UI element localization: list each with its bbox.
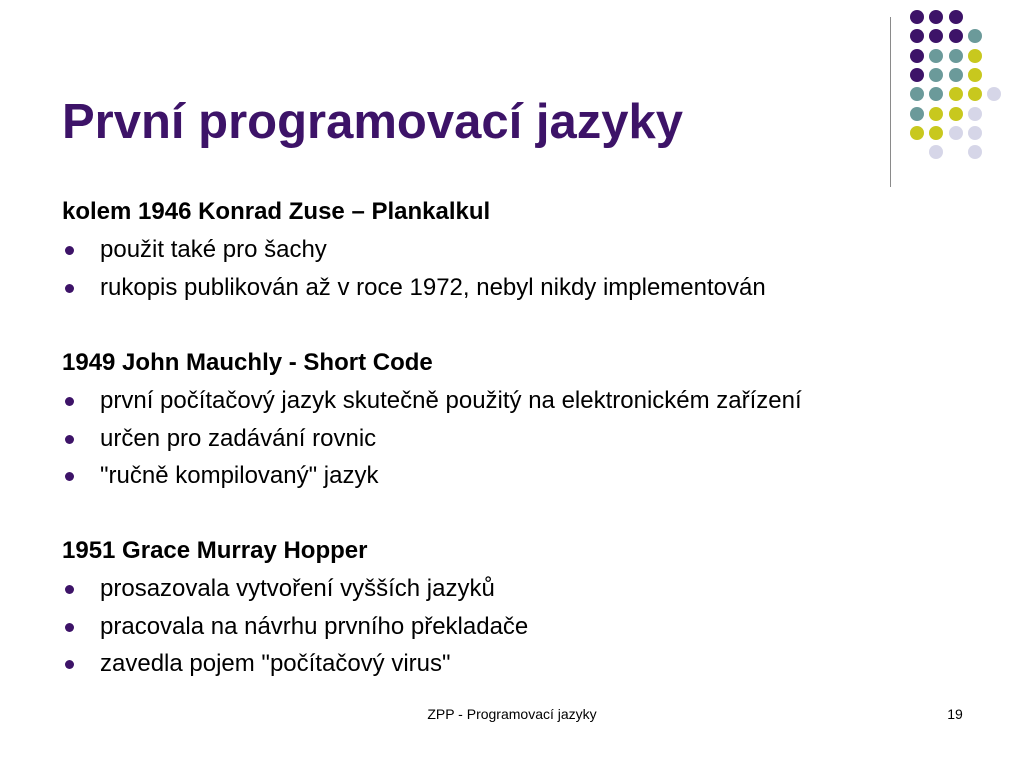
page-number: 19 <box>947 706 963 722</box>
section-heading-hopper: 1951 Grace Murray Hopper <box>62 537 368 564</box>
bullet-text: prosazovala vytvoření vyšších jazyků <box>100 575 495 602</box>
bullet-text: určen pro zadávání rovnic <box>100 425 377 452</box>
bullet-text: zavedla pojem "počítačový virus" <box>100 650 451 677</box>
bullet-text: první počítačový jazyk skutečně použitý na elektronickém zařízení <box>100 387 802 414</box>
footer-title: ZPP - Programovací jazyky <box>427 706 597 722</box>
section-heading-mauchly: 1949 John Mauchly - Short Code <box>62 349 433 376</box>
bullet-dot-icon <box>65 284 74 293</box>
bullet-text: použit také pro šachy <box>100 236 327 263</box>
bullet-text: pracovala na návrhu prvního překladače <box>100 613 529 640</box>
bullet-dot-icon <box>65 585 74 594</box>
bullet-dot-icon <box>65 623 74 632</box>
section-heading-zuse: kolem 1946 Konrad Zuse – Plankalkul <box>62 198 491 225</box>
bullet-dot-icon <box>65 246 74 255</box>
bullet-text: "ručně kompilovaný" jazyk <box>100 462 379 489</box>
bullet-text: rukopis publikován až v roce 1972, nebyl nikdy implementován <box>100 274 766 301</box>
bullet-dot-icon <box>65 435 74 444</box>
slide-title: První programovací jazyky <box>62 95 683 149</box>
bullet-dot-icon <box>65 472 74 481</box>
bullet-dot-icon <box>65 397 74 406</box>
bullet-dot-icon <box>65 660 74 669</box>
